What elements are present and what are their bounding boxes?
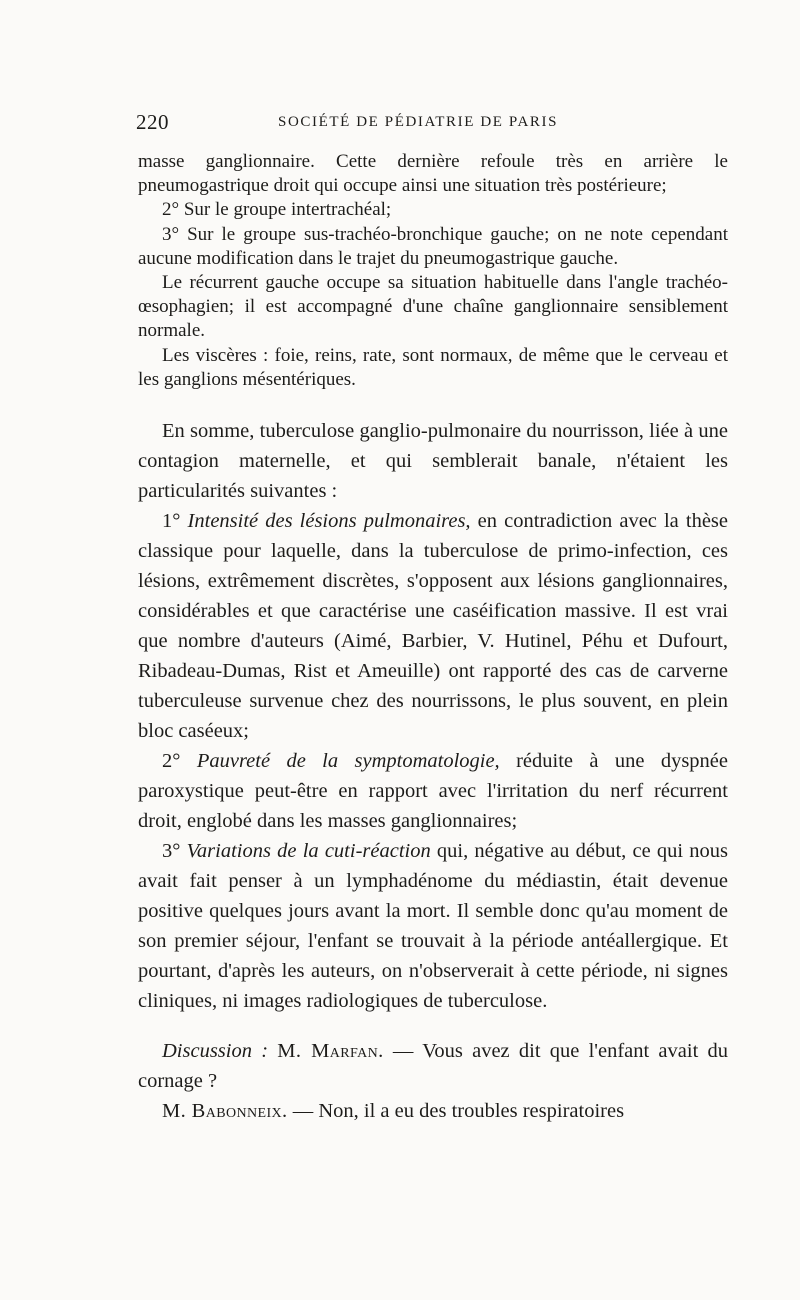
discussion-line-1 xyxy=(138,1036,728,1096)
point-text: qui, négative au début, ce qui nous avait fait penser à un lymphadénome du médiastin, était devenue positive quelques jours avant la mort. Il semble donc qu'au moment de son premier séjour, l'enfant se trouvait à la période antéallergique. Et pourtant, d'après les auteurs, on n'observerait à cette période, ni signes cliniques, ni images radiologiques de tuberculose. xyxy=(138,840,728,1013)
speech-text: — Non, il a eu des troubles respiratoires xyxy=(287,1100,625,1123)
paragraph: 3° Sur le groupe sus-trachéo-bronchique gauche; on ne note cependant aucune modification dans le trajet du pneumogastrique gauche. xyxy=(138,223,728,269)
paragraph: masse ganglionnaire. Cette dernière refoule très en arrière le pneumogastrique droit qui occupe ainsi une situation très postérieure; xyxy=(138,151,728,197)
point-number: 1° xyxy=(162,510,188,533)
paragraph: Le récurrent gauche occupe sa situation habituelle dans l'angle trachéo-œsophagien; il est accompagné d'une chaîne ganglionnaire sensiblement normale. xyxy=(138,272,728,342)
speech-text: — Vous avez dit que l'enfant avait du cornage ? xyxy=(138,1040,728,1093)
page-header xyxy=(136,110,730,140)
summary-point-3 xyxy=(138,836,728,1016)
case-report-continuation xyxy=(138,150,728,392)
paragraph: 2° Sur le groupe intertrachéal; xyxy=(162,199,392,221)
page-number: 220 xyxy=(136,110,169,134)
point-text: réduite à une dyspnée paroxystique peut-être en rapport avec l'irritation du nerf récurrent droit, englobé dans les masses ganglionnaires; xyxy=(138,750,728,833)
summary-point-2 xyxy=(138,746,728,836)
point-title: Variations de la cuti-réaction xyxy=(186,840,431,863)
body-text xyxy=(138,150,728,1126)
summary-intro: En somme, tuberculose ganglio-pulmonaire du nourrisson, liée à une contagion maternelle, et qui semblerait banale, n'étaient les particularités suivantes : xyxy=(138,420,728,503)
point-number: 2° xyxy=(162,750,197,773)
speaker-name: M. Marfan. xyxy=(277,1040,384,1063)
summary-point-1 xyxy=(138,506,728,746)
running-title: SOCIÉTÉ DE PÉDIATRIE DE PARIS xyxy=(278,114,559,130)
summary-section xyxy=(138,416,728,1126)
paragraph: Les viscères : foie, reins, rate, sont normaux, de même que le cerveau et les ganglions mésentériques. xyxy=(138,344,728,390)
discussion-line-2 xyxy=(138,1096,728,1126)
point-number: 3° xyxy=(162,840,187,863)
point-title: Pauvreté de la symptomatologie, xyxy=(196,750,500,773)
discussion-label: Discussion : xyxy=(162,1040,269,1063)
speaker-name: M. Babonneix. xyxy=(162,1100,288,1123)
point-text: en contradiction avec la thèse classique pour laquelle, dans la tuberculose de primo-infection, ces lésions, extrêmement discrètes, s'opposent aux lésions ganglionnaires, considérables et que caractérise une caséification massive. Il est vrai que nombre d'auteurs (Aimé, Barbier, V. Hutinel, Péhu et Dufourt, Ribadeau-Dumas, Rist et Ameuille) ont rapporté des cas de carverne tuberculeuse survenue chez des nourrissons, le plus souvent, en plein bloc caséeux; xyxy=(138,510,728,743)
point-title: Intensité des lésions pulmonaires, xyxy=(187,510,471,533)
